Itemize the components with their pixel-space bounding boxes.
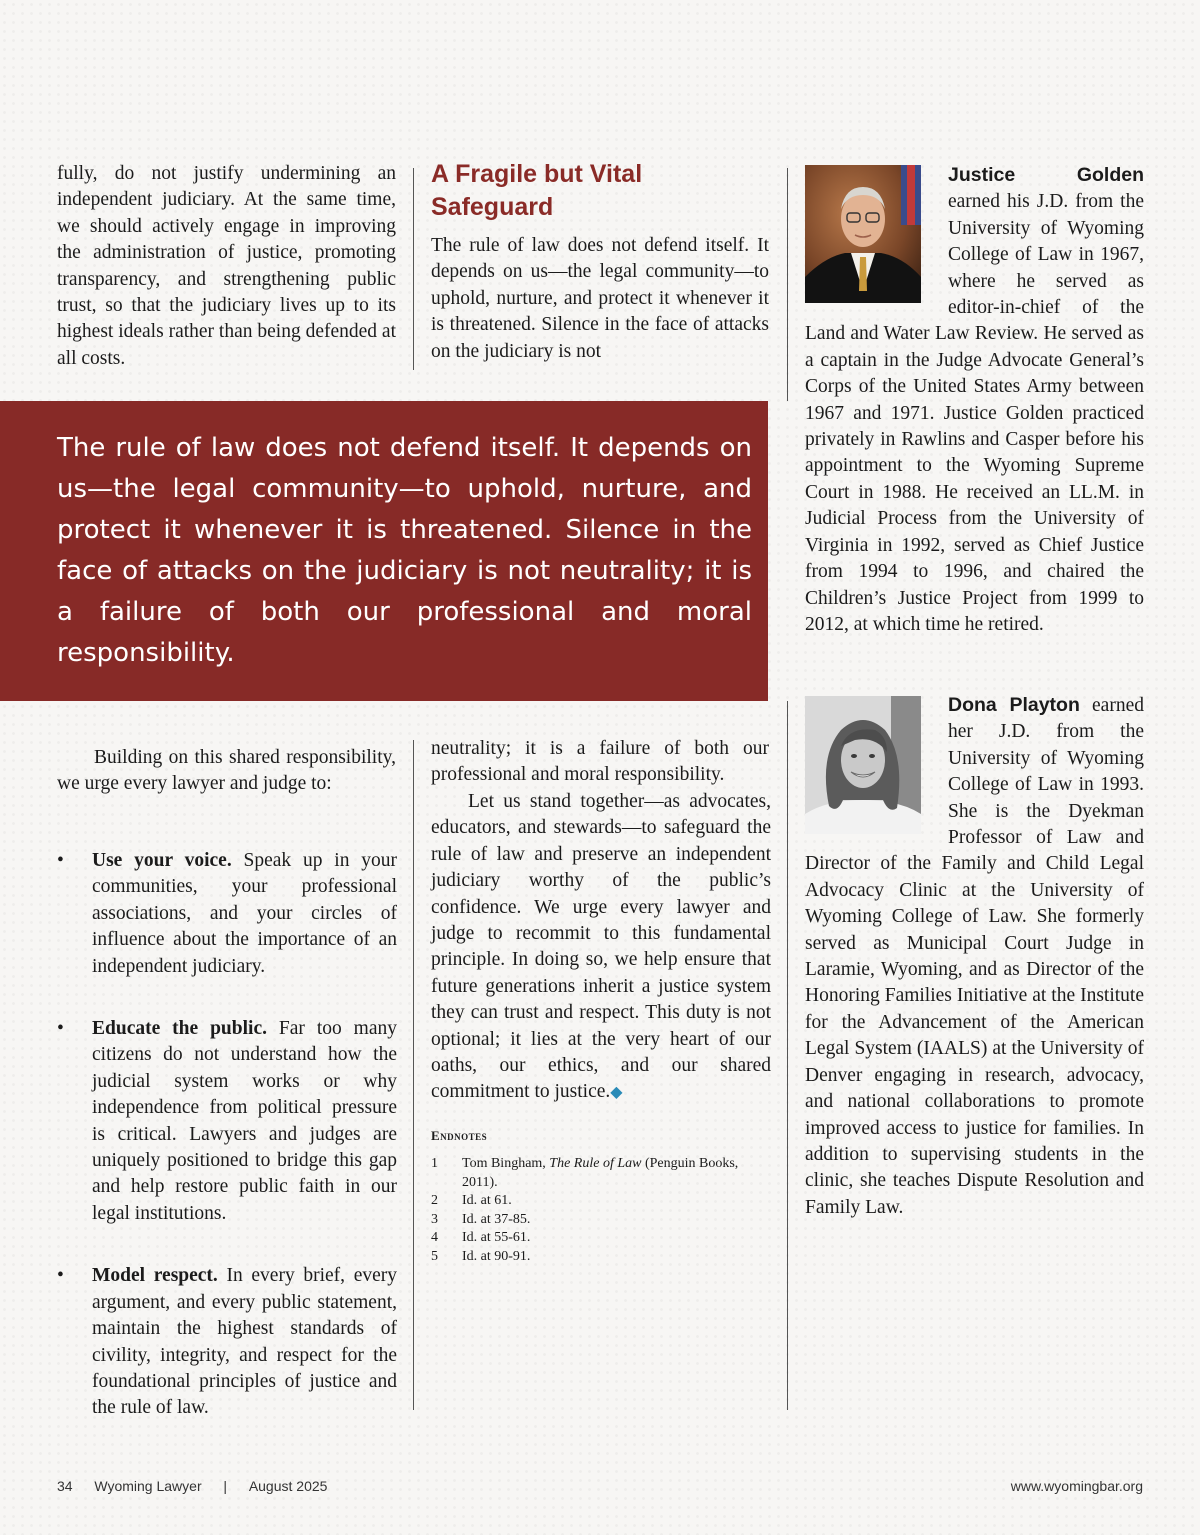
endnote-item xyxy=(431,1155,771,1192)
body-text-closing xyxy=(431,789,771,1107)
end-mark-icon: ◆ xyxy=(610,1084,623,1102)
portrait-golden-image xyxy=(805,165,921,303)
endnote-item xyxy=(431,1211,771,1230)
bio-playton xyxy=(805,692,1144,1221)
column-divider xyxy=(787,168,788,401)
column-divider xyxy=(787,701,788,1410)
endnote-number: 4 xyxy=(431,1230,438,1245)
bullet-item xyxy=(57,848,397,980)
endnotes-list xyxy=(431,1155,771,1266)
body-text-col1-top: fully, do not justify undermining an independent judiciary. At the same time, we should actively engage in improving the administration of justice, promoting transparency, and strengthening public trust, so that the judiciary lives up to its highest ideals rather than being defended at all costs. xyxy=(57,163,396,369)
website-url[interactable]: www.wyomingbar.org xyxy=(1010,1478,1143,1494)
endnote-number: 2 xyxy=(431,1193,438,1208)
bullet-title: Model respect. xyxy=(92,1265,218,1287)
bullet-text: Far too many citizens do not understand how the judicial system works or why independence from political pressure is critical. Lawyers and judges are uniquely positioned to bridge this gap and help restore public faith in our legal institutions. xyxy=(92,1018,397,1224)
endnote-item xyxy=(431,1229,771,1248)
body-text-col2-top: The rule of law does not defend itself. It depends on us—the legal community—to uphold, nurture, and protect it whenever it is threatened. Silence in the face of attacks on the judiciary is not xyxy=(431,235,769,362)
bullet-list xyxy=(57,848,397,1422)
endnote-number: 1 xyxy=(431,1156,438,1171)
endnote-title: The Rule of Law xyxy=(549,1156,642,1171)
endnote-text: Id. at 61. xyxy=(462,1193,512,1208)
page-number: 34 xyxy=(57,1478,73,1494)
issue-date: August 2025 xyxy=(248,1478,328,1494)
bullet-dot: • xyxy=(57,850,64,871)
portrait-playton-image xyxy=(805,696,921,834)
column-divider xyxy=(413,168,414,370)
bullet-title: Educate the public. xyxy=(92,1018,267,1040)
section-heading: A Fragile but Vital Safeguard xyxy=(431,160,643,221)
endnote-item xyxy=(431,1192,771,1211)
bullet-text: In every brief, every argument, and every public statement, maintain the highest standards of civility, integrity, and respect for the foundational principles of justice and the rule of law. xyxy=(92,1265,397,1419)
endnote-text: Id. at 90-91. xyxy=(462,1248,531,1264)
bullet-item xyxy=(57,1016,397,1227)
bio-golden xyxy=(805,162,1144,638)
bio-text-golden: earned his J.D. from the University of Wyoming College of Law in 1967, where he served as editor-in-chief of the Land and Water Law Review. He served as a captain in the Judge Advocate General’s Corps of the United States Army between 1967 and 1971. Justice Golden practiced privately in Rawlins and Casper before his appointment to the Wyoming Supreme Court in 1988. He received an LL.M. in Judicial Process from the University of Virginia in 1992, served as Chief Justice from 1994 to 1996, and chaired the Children’s Justice Project from 1999 to 2012, at which time he retired. xyxy=(805,191,1144,635)
endnotes-title: Endnotes xyxy=(431,1128,488,1143)
photo-dona-playton xyxy=(805,696,921,834)
bio-name-golden: Justice Golden xyxy=(948,164,1144,186)
publication-name: Wyoming Lawyer xyxy=(94,1478,202,1494)
footer-separator: | xyxy=(223,1478,228,1494)
closing-text: Let us stand together—as advocates, educators, and stewards—to safeguard the rule of law and preserve an independent judiciary worthy of the public’s confidence. We urge every lawyer and judge to recommit to this fundamental principle. In doing so, we help ensure that future generations inherit a justice system they can trust and respect. This duty is not optional; it lies at the very heart of our oaths, our ethics, and our shared commitment to justice. xyxy=(431,791,771,1103)
endnote-number: 5 xyxy=(431,1248,438,1264)
endnote-text: Tom Bingham, xyxy=(462,1156,550,1171)
endnote-text: Id. at 55-61. xyxy=(462,1230,531,1245)
photo-justice-golden xyxy=(805,165,921,303)
body-text-intro: Building on this shared responsibility, we urge every lawyer and judge to: xyxy=(57,747,396,795)
body-text-col2-continued: neutrality; it is a failure of both our professional and moral responsibility. xyxy=(431,738,769,786)
footer-left xyxy=(57,1478,327,1494)
endnote-text: (Penguin Books, 2011). xyxy=(462,1156,739,1190)
pull-quote: The rule of law does not defend itself. It depends on us—the legal community—to uphold, nurture, and protect it whenever it is threatened. Silence in the face of attacks on the judiciary is not neutrality; it is a failure of both our professional and moral responsibility. xyxy=(57,433,752,668)
bullet-text: Speak up in your communities, your professional associations, and your circles of influence about the importance of an independent judiciary. xyxy=(92,850,398,977)
endnote-text: Id. at 37-85. xyxy=(462,1211,531,1227)
bullet-dot: • xyxy=(57,1018,64,1040)
bio-name-playton: Dona Playton xyxy=(948,694,1080,716)
endnote-number: 3 xyxy=(431,1211,438,1227)
bullet-dot: • xyxy=(57,1265,64,1287)
bio-text-playton: earned her J.D. from the University of Wyoming College of Law in 1993. She is the Dyekman Professor of Law and Director of the Family and Child Legal Advocacy Clinic at the University of Wyoming College of Law. She formerly served as Municipal Court Judge in Laramie, Wyoming, and as Director of the Honoring Families Initiative at the Institute for the Advancement of the American Legal System (IAALS) at the University of Denver engaging in research, advocacy, and national collaborations to promote improved access to justice for families. In addition to supervising students in the clinic, she teaches Dispute Resolution and Family Law. xyxy=(805,695,1144,1218)
column-divider xyxy=(413,740,414,1410)
bullet-title: Use your voice. xyxy=(92,850,232,871)
endnote-item xyxy=(431,1248,771,1267)
bullet-item xyxy=(57,1263,397,1421)
